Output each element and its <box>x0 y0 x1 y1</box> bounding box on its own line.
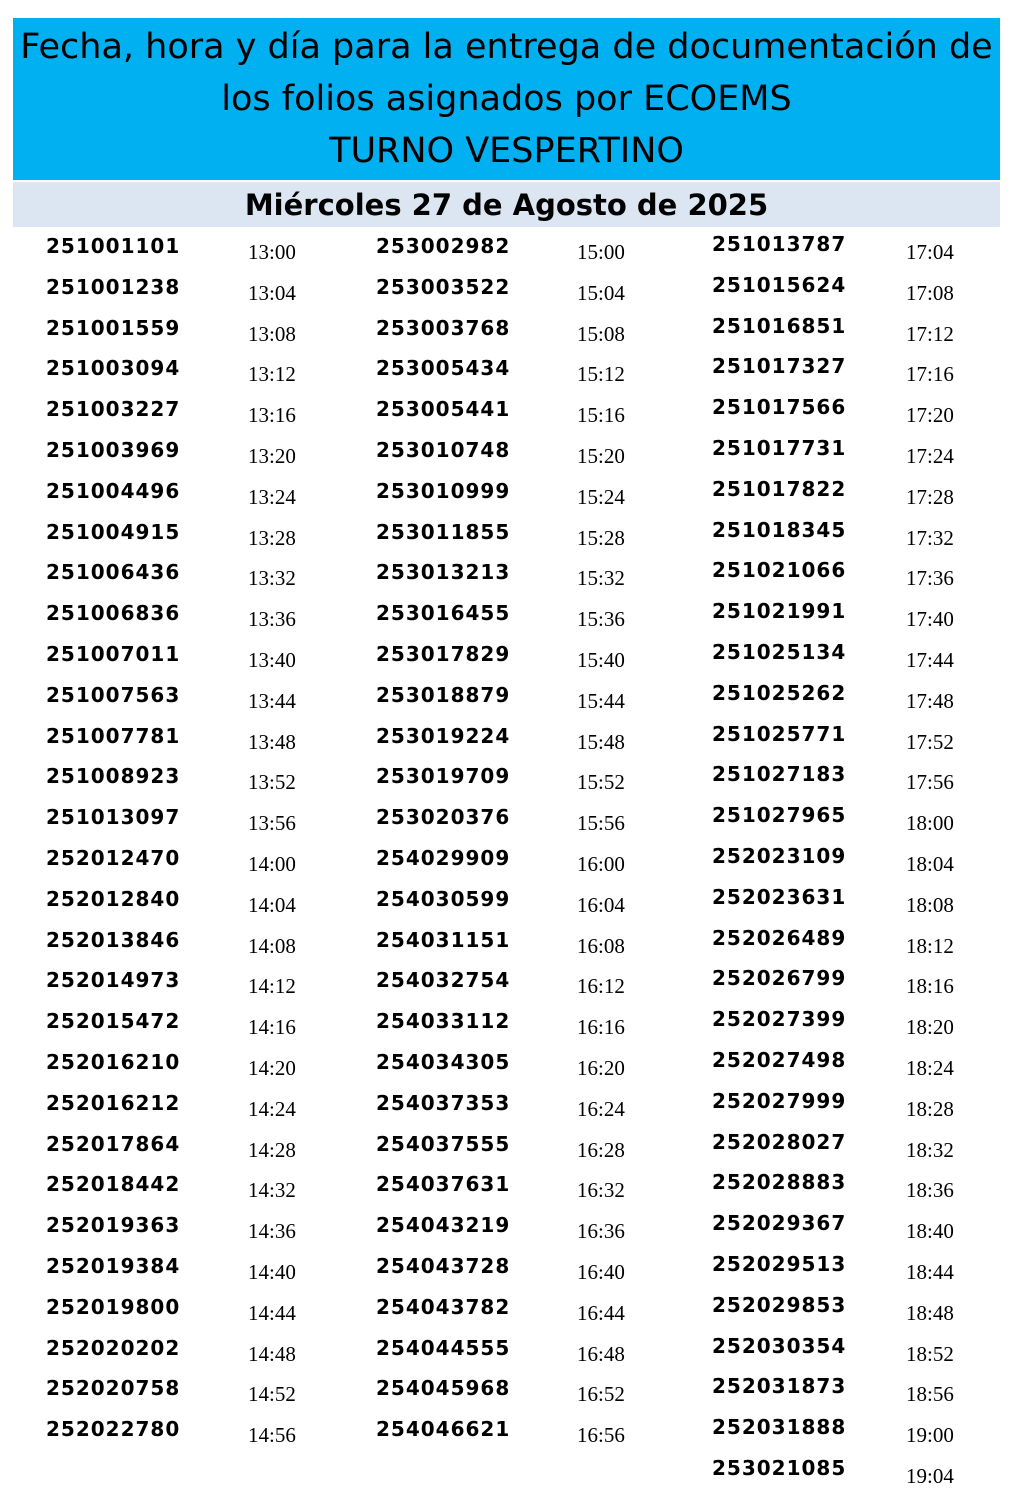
appointment-time: 14:48 <box>248 1341 296 1366</box>
title-line-3: TURNO VESPERTINO <box>329 131 684 171</box>
appointment-time: 18:32 <box>906 1137 954 1162</box>
appointment-time: 13:12 <box>248 362 296 387</box>
folio-number: 251001238 <box>46 274 181 299</box>
folio-number: 251007011 <box>46 641 181 666</box>
appointment-time: 14:28 <box>248 1137 296 1162</box>
folio-number: 252015472 <box>46 1009 181 1034</box>
appointment-time: 18:28 <box>906 1096 954 1121</box>
appointment-time: 14:40 <box>248 1259 296 1284</box>
folio-number: 253010999 <box>376 478 511 503</box>
title-banner <box>13 18 1000 180</box>
folio-number: 252022780 <box>46 1417 181 1442</box>
folio-number: 252013846 <box>46 927 181 952</box>
folio-number: 251004915 <box>46 519 181 544</box>
folio-number: 254044555 <box>376 1335 511 1360</box>
appointment-time: 16:44 <box>577 1300 625 1325</box>
appointment-time: 18:12 <box>906 933 954 958</box>
appointment-time: 17:36 <box>906 566 954 591</box>
appointment-time: 17:04 <box>906 240 954 264</box>
appointment-time: 18:52 <box>906 1341 954 1366</box>
appointment-time: 17:32 <box>906 525 954 550</box>
folio-number: 252016210 <box>46 1049 181 1074</box>
appointment-time: 15:44 <box>577 688 625 713</box>
appointment-time: 13:56 <box>248 811 296 836</box>
appointment-time: 15:32 <box>577 566 625 591</box>
folio-number: 253019709 <box>376 764 511 789</box>
appointment-time: 16:32 <box>577 1178 625 1203</box>
folio-number: 253018879 <box>376 682 511 707</box>
folio-number: 251007563 <box>46 682 181 707</box>
appointment-time: 18:24 <box>906 1055 954 1080</box>
folio-number: 252017864 <box>46 1131 181 1156</box>
appointment-time: 17:08 <box>906 280 954 305</box>
appointment-time: 15:04 <box>577 280 625 305</box>
appointment-time: 15:48 <box>577 729 625 754</box>
appointment-time: 13:04 <box>248 280 296 305</box>
folio-number: 254037631 <box>376 1172 511 1197</box>
appointment-time: 15:28 <box>577 525 625 550</box>
folio-number: 252026799 <box>712 966 847 991</box>
appointment-time: 14:56 <box>248 1423 296 1448</box>
appointment-time: 17:44 <box>906 647 954 672</box>
folio-number: 254030599 <box>376 886 511 911</box>
folio-number: 252019363 <box>46 1213 181 1238</box>
folio-number: 251007781 <box>46 723 181 748</box>
appointment-time: 16:56 <box>577 1423 625 1448</box>
folio-number: 252019800 <box>46 1294 181 1319</box>
folio-number: 252031888 <box>712 1415 847 1440</box>
folio-number: 252026489 <box>712 925 847 950</box>
appointment-time: 14:24 <box>248 1096 296 1121</box>
title-line-2: los folios asignados por ECOEMS <box>221 79 792 119</box>
folio-number: 251018345 <box>712 517 847 542</box>
appointment-time: 15:20 <box>577 443 625 468</box>
folio-number: 251003969 <box>46 437 181 462</box>
folio-number: 251027183 <box>712 762 847 787</box>
appointment-time: 14:00 <box>248 851 296 876</box>
folio-number: 252029853 <box>712 1292 847 1317</box>
appointment-time: 17:28 <box>906 484 954 509</box>
appointment-time: 13:20 <box>248 443 296 468</box>
folio-number: 252027399 <box>712 1007 847 1032</box>
appointment-time: 15:00 <box>577 240 625 264</box>
folio-number: 253021085 <box>712 1455 847 1480</box>
appointment-time: 15:12 <box>577 362 625 387</box>
folio-number: 251017822 <box>712 476 847 501</box>
folio-number: 254031151 <box>376 927 511 952</box>
folio-number: 253005441 <box>376 397 511 422</box>
appointment-time: 16:04 <box>577 892 625 917</box>
folio-number: 251025134 <box>712 639 847 664</box>
folio-number: 251008923 <box>46 764 181 789</box>
folio-number: 251013787 <box>712 232 847 256</box>
appointment-time: 18:00 <box>906 811 954 836</box>
folio-number: 252031873 <box>712 1374 847 1399</box>
appointment-time: 16:16 <box>577 1015 625 1040</box>
appointment-time: 17:56 <box>906 770 954 795</box>
appointment-time: 18:36 <box>906 1178 954 1203</box>
folio-number: 253020376 <box>376 805 511 830</box>
appointment-time: 19:04 <box>906 1463 954 1488</box>
folio-number: 252023631 <box>712 884 847 909</box>
folio-number: 252028883 <box>712 1170 847 1195</box>
folio-number: 252029513 <box>712 1251 847 1276</box>
appointment-time: 14:20 <box>248 1055 296 1080</box>
folio-number: 254043219 <box>376 1213 511 1238</box>
folio-number: 251027965 <box>712 803 847 828</box>
appointment-time: 14:12 <box>248 974 296 999</box>
folio-number: 251017731 <box>712 435 847 460</box>
appointment-time: 13:32 <box>248 566 296 591</box>
folio-number: 251003227 <box>46 397 181 422</box>
folio-number: 251025771 <box>712 721 847 746</box>
folio-number: 253016455 <box>376 601 511 626</box>
appointment-time: 15:56 <box>577 811 625 836</box>
folio-number: 254046621 <box>376 1417 511 1442</box>
appointment-time: 15:36 <box>577 607 625 632</box>
folio-number: 253013213 <box>376 560 511 585</box>
folio-number: 252016212 <box>46 1090 181 1115</box>
folio-number: 252027498 <box>712 1047 847 1072</box>
appointment-time: 17:20 <box>906 403 954 428</box>
appointment-time: 13:48 <box>248 729 296 754</box>
folio-number: 251006836 <box>46 601 181 626</box>
appointment-time: 13:00 <box>248 240 296 264</box>
appointment-time: 15:40 <box>577 647 625 672</box>
folio-number: 252028027 <box>712 1129 847 1154</box>
appointment-time: 18:08 <box>906 892 954 917</box>
appointment-time: 18:40 <box>906 1219 954 1244</box>
folio-number: 254045968 <box>376 1376 511 1401</box>
folio-number: 252020758 <box>46 1376 181 1401</box>
appointment-time: 16:36 <box>577 1219 625 1244</box>
folio-number: 251017566 <box>712 395 847 420</box>
folio-number: 251001101 <box>46 234 181 258</box>
appointment-time: 14:04 <box>248 892 296 917</box>
folio-number: 252027999 <box>712 1088 847 1113</box>
appointment-time: 13:40 <box>248 647 296 672</box>
appointment-time: 16:08 <box>577 933 625 958</box>
appointment-time: 18:48 <box>906 1300 954 1325</box>
appointment-time: 14:36 <box>248 1219 296 1244</box>
folio-number: 251015624 <box>712 272 847 297</box>
appointment-time: 16:40 <box>577 1259 625 1284</box>
appointment-time: 15:08 <box>577 321 625 346</box>
appointment-time: 15:52 <box>577 770 625 795</box>
appointment-time: 16:28 <box>577 1137 625 1162</box>
folio-number: 254043782 <box>376 1294 511 1319</box>
folio-number: 253010748 <box>376 437 511 462</box>
date-band: Miércoles 27 de Agosto de 2025 <box>13 182 1000 227</box>
folio-number: 253003522 <box>376 274 511 299</box>
folio-number: 251013097 <box>46 805 181 830</box>
folio-number: 253003768 <box>376 315 511 340</box>
appointment-time: 13:08 <box>248 321 296 346</box>
appointment-time: 18:44 <box>906 1259 954 1284</box>
folio-number: 253019224 <box>376 723 511 748</box>
appointment-time: 16:12 <box>577 974 625 999</box>
folio-number: 253005434 <box>376 356 511 381</box>
folio-number: 254034305 <box>376 1049 511 1074</box>
appointment-time: 13:36 <box>248 607 296 632</box>
folio-number: 252019384 <box>46 1253 181 1278</box>
folio-number: 253011855 <box>376 519 511 544</box>
folio-number: 251021991 <box>712 599 847 624</box>
folio-number: 252029367 <box>712 1211 847 1236</box>
folio-number: 252023109 <box>712 843 847 868</box>
appointment-time: 14:52 <box>248 1382 296 1407</box>
appointment-time: 18:04 <box>906 851 954 876</box>
folio-number: 251006436 <box>46 560 181 585</box>
appointment-time: 14:16 <box>248 1015 296 1040</box>
folio-number: 252020202 <box>46 1335 181 1360</box>
appointment-time: 17:24 <box>906 443 954 468</box>
folio-number: 252018442 <box>46 1172 181 1197</box>
appointment-time: 15:16 <box>577 403 625 428</box>
appointment-time: 17:52 <box>906 729 954 754</box>
folio-number: 251003094 <box>46 356 181 381</box>
folio-number: 251016851 <box>712 313 847 338</box>
appointment-time: 17:48 <box>906 688 954 713</box>
appointment-time: 14:32 <box>248 1178 296 1203</box>
appointment-time: 16:48 <box>577 1341 625 1366</box>
appointment-time: 18:56 <box>906 1382 954 1407</box>
folio-number: 251017327 <box>712 354 847 379</box>
folio-number: 254032754 <box>376 968 511 993</box>
appointment-time: 15:24 <box>577 484 625 509</box>
folio-number: 252030354 <box>712 1333 847 1358</box>
folio-number: 254033112 <box>376 1009 511 1034</box>
appointment-time: 13:52 <box>248 770 296 795</box>
appointment-time: 16:24 <box>577 1096 625 1121</box>
folio-number: 254029909 <box>376 845 511 870</box>
folio-number: 254037555 <box>376 1131 511 1156</box>
appointment-time: 14:08 <box>248 933 296 958</box>
appointment-time: 13:44 <box>248 688 296 713</box>
folio-number: 252012840 <box>46 886 181 911</box>
folio-number: 253002982 <box>376 234 511 258</box>
appointment-time: 16:52 <box>577 1382 625 1407</box>
folio-number: 252014973 <box>46 968 181 993</box>
folio-number: 254043728 <box>376 1253 511 1278</box>
folio-number: 251021066 <box>712 558 847 583</box>
appointment-time: 16:00 <box>577 851 625 876</box>
folio-number: 251004496 <box>46 478 181 503</box>
appointment-time: 17:40 <box>906 607 954 632</box>
appointment-time: 17:16 <box>906 362 954 387</box>
folio-number: 251025262 <box>712 680 847 705</box>
folio-number: 251001559 <box>46 315 181 340</box>
appointment-time: 18:20 <box>906 1015 954 1040</box>
appointment-time: 19:00 <box>906 1423 954 1448</box>
appointment-time: 16:20 <box>577 1055 625 1080</box>
appointment-time: 13:28 <box>248 525 296 550</box>
appointment-time: 14:44 <box>248 1300 296 1325</box>
folio-number: 253017829 <box>376 641 511 666</box>
appointment-time: 18:16 <box>906 974 954 999</box>
folio-number: 252012470 <box>46 845 181 870</box>
title-line-1: Fecha, hora y día para la entrega de documentación de <box>20 27 993 67</box>
appointment-time: 13:16 <box>248 403 296 428</box>
folio-number: 254037353 <box>376 1090 511 1115</box>
appointment-time: 13:24 <box>248 484 296 509</box>
appointment-time: 17:12 <box>906 321 954 346</box>
